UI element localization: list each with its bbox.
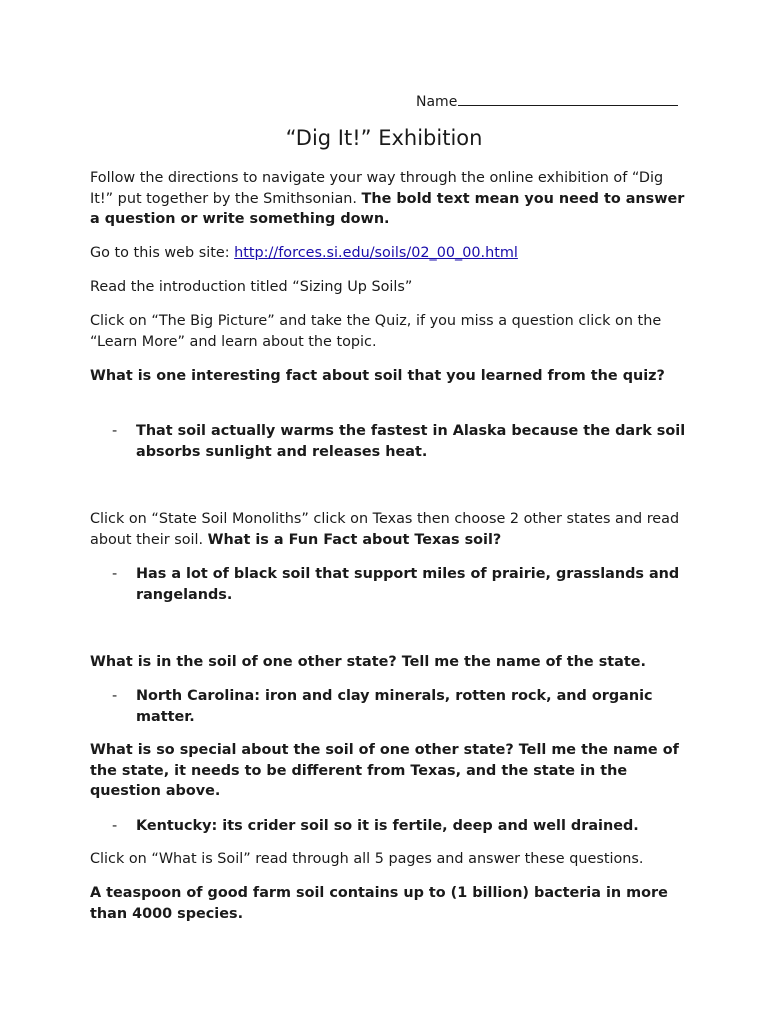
answer-2 — [90, 564, 690, 605]
bullet-dash: - — [112, 818, 118, 834]
name-field[interactable] — [416, 91, 678, 112]
intro-text: Follow the directions to navigate your way through the online exhibition of “Dig It!” put together by the Smithsonian. — [90, 170, 664, 207]
answer-3-text: North Carolina: iron and clay minerals, rotten rock, and organic matter. — [136, 688, 653, 725]
name-blank-line[interactable] — [458, 91, 678, 106]
question-3: What is in the soil of one other state? Tell me the name of the state. — [90, 654, 646, 670]
monoliths-text: Click on “State Soil Monoliths” click on Texas then choose 2 other states and read about their soil. — [90, 511, 680, 548]
monoliths-paragraph — [90, 509, 690, 550]
intro-paragraph — [90, 168, 690, 230]
bullet-dash: - — [112, 688, 118, 704]
website-paragraph — [90, 243, 690, 264]
answer-3 — [90, 686, 690, 727]
answer-4 — [90, 816, 690, 837]
question-5: A teaspoon of good farm soil contains up to (1 billion) bacteria in more than 4000 species. — [90, 885, 668, 922]
answer-2-text: Has a lot of black soil that support miles of prairie, grasslands and rangelands. — [136, 566, 680, 603]
big-picture-paragraph: Click on “The Big Picture” and take the Quiz, if you miss a question click on the “Learn More” and learn about the topic. — [90, 313, 662, 350]
website-label: Go to this web site: — [90, 245, 235, 261]
answer-1 — [90, 421, 690, 462]
name-label: Name — [416, 94, 458, 110]
what-is-soil-paragraph: Click on “What is Soil” read through all 5 pages and answer these questions. — [90, 851, 644, 867]
read-intro-paragraph: Read the introduction titled “Sizing Up Soils” — [90, 279, 413, 295]
question-2: What is a Fun Fact about Texas soil? — [207, 531, 502, 548]
bullet-dash: - — [112, 423, 118, 439]
question-1: What is one interesting fact about soil that you learned from the quiz? — [90, 368, 665, 384]
bullet-dash: - — [112, 566, 118, 582]
page-title: “Dig It!” Exhibition — [285, 126, 483, 150]
answer-4-text: Kentucky: its crider soil so it is fertile, deep and well drained. — [136, 818, 639, 834]
answer-1-text: That soil actually warms the fastest in Alaska because the dark soil absorbs sunlight and releases heat. — [136, 423, 686, 460]
intro-bold-text: The bold text mean you need to answer a question or write something down. — [90, 190, 685, 227]
website-link[interactable]: http://forces.si.edu/soils/02_00_00.html — [234, 245, 518, 261]
question-4: What is so special about the soil of one other state? Tell me the name of the state, it needs to be different from Texas, and the state in the question above. — [90, 742, 679, 799]
